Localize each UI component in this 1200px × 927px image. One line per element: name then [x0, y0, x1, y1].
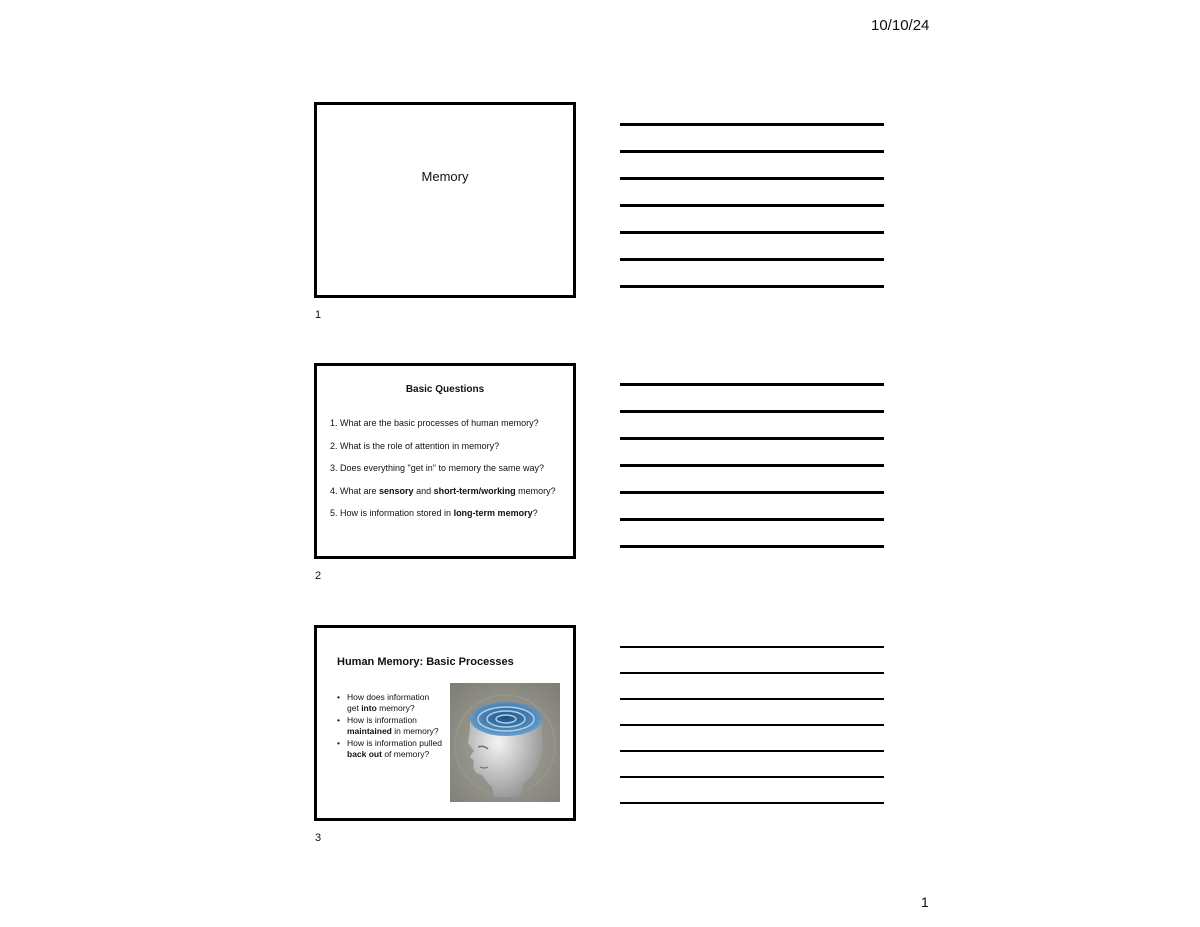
slide-1-number: 1 — [315, 309, 322, 321]
note-line — [620, 150, 884, 153]
question-item: 5. How is information stored in long-term memory? — [330, 508, 538, 518]
slide-3-bullet-list — [335, 692, 443, 761]
question-item: 4. What are sensory and short-term/working memory? — [330, 485, 556, 496]
note-line — [620, 383, 884, 386]
note-line — [620, 776, 884, 778]
bullet-item: • How does information get into memory? — [335, 692, 443, 713]
slide-2-title: Basic Questions — [405, 384, 485, 395]
question-item: 3. Does everything "get in" to memory the same way? — [330, 463, 544, 473]
page-number: 1 — [921, 894, 929, 910]
note-line — [620, 437, 884, 440]
slide-3-title: Human Memory: Basic Processes — [337, 656, 514, 668]
slide-1-thumbnail — [314, 102, 576, 298]
page-date: 10/10/24 — [871, 17, 930, 34]
note-line — [620, 491, 884, 494]
slide-1-note-lines — [620, 123, 884, 312]
slide-2-thumbnail — [314, 363, 576, 559]
note-line — [620, 724, 884, 726]
note-line — [620, 646, 884, 648]
slide-3-note-lines — [620, 646, 884, 828]
slide-2-question-list — [330, 418, 569, 531]
slide-3-number: 3 — [315, 832, 322, 844]
note-line — [620, 204, 884, 207]
slide-3-thumbnail — [314, 625, 576, 821]
question-item: 2. What is the role of attention in memory? — [330, 440, 500, 451]
note-line — [620, 672, 884, 674]
note-line — [620, 464, 884, 467]
question-item: 1. What are the basic processes of human memory? — [330, 418, 539, 428]
note-line — [620, 750, 884, 752]
note-line — [620, 177, 884, 180]
note-line — [620, 123, 884, 126]
note-line — [620, 285, 884, 288]
note-line — [620, 518, 884, 521]
bullet-item: • How is information maintained in memory? — [335, 715, 443, 736]
bullet-item: • How is information pulled back out of memory? — [335, 738, 443, 759]
slide-1-title: Memory — [421, 169, 469, 184]
note-line — [620, 545, 884, 548]
note-line — [620, 410, 884, 413]
note-line — [620, 258, 884, 261]
slide-2-note-lines — [620, 383, 884, 572]
slide-2-number: 2 — [315, 570, 322, 582]
note-line — [620, 231, 884, 234]
note-line — [620, 802, 884, 804]
note-line — [620, 698, 884, 700]
brain-maze-head-image — [450, 683, 560, 802]
